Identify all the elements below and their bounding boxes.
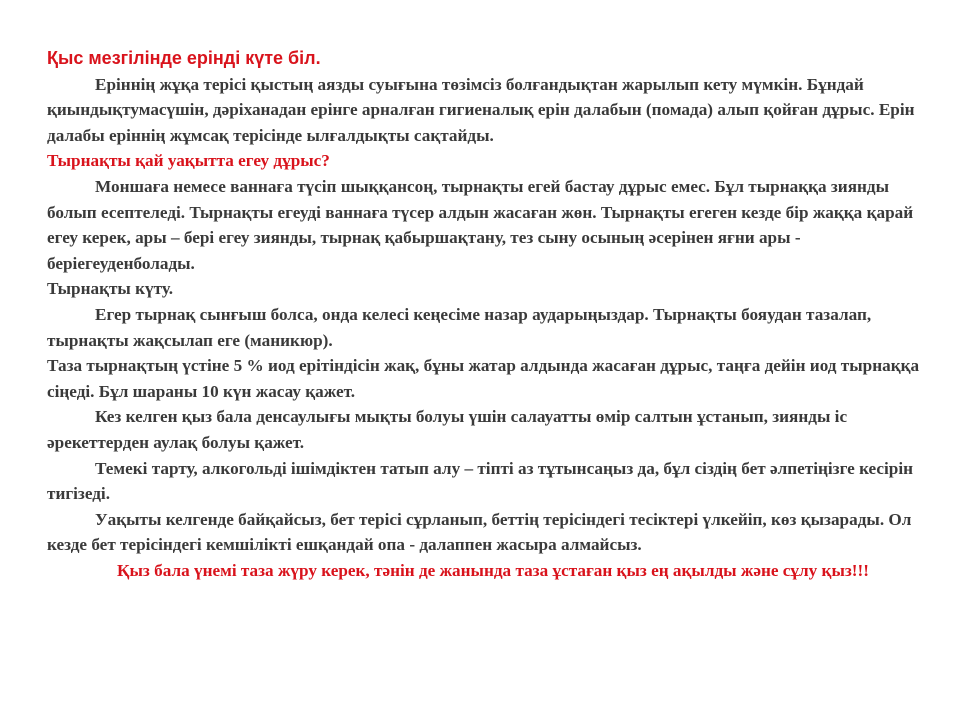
paragraph-healthy-life: Кез келген қыз бала денсаулығы мықты болуы үшін салауатты өмір салтын ұстанып, зиянды іс әрекеттерден аулақ болуы қажет. bbox=[47, 407, 848, 452]
paragraph-nails-bath: Моншаға немесе ваннаға түсіп шыққансоң, тырнақты егей бастау дұрыс емес. Бұл тырнаққа зиянды болып есептеледі. Тырнақты егеуді ваннаға түсер алдын жасаған жөн. Тырнақты егеген кезде бір жаққа қарай егеу керек, ары – бері егеу зиянды, тырнақ қабыршақтану, тез сыну осының әсерінен яғни ары - беріегеуденболады. bbox=[47, 176, 914, 273]
closing-statement: Қыз бала үнемі таза жүру керек, тәнін де жанында таза ұстаған қыз ең ақылды және сұлу қыз!!! bbox=[117, 560, 869, 580]
heading-nails-question: Тырнақты қай уақытта егеу дұрыс? bbox=[47, 151, 330, 171]
slide-content bbox=[47, 46, 939, 583]
paragraph-iodine: Таза тырнақтың үстіне 5 % иод ерітіндісін жақ, бұны жатар алдында жасаған дұрыс, таңға дейін иод тырнаққа сіңеді. Бұл шараны 10 күн жасау қажет. bbox=[47, 356, 920, 401]
heading-nail-care: Тырнақты күту. bbox=[47, 279, 174, 299]
paragraph-skin: Уақыты келгенде байқайсыз, бет терісі сұрланып, беттің терісіндегі тесіктері үлкейіп, көз қызарады. Ол кезде бет терісіндегі кемшілікті ешқандай опа - далаппен жасыра алмайсыз. bbox=[47, 509, 912, 555]
paragraph-smoking: Темекі тарту, алкогольді ішімдіктен татып алу – тіпті аз тұтынсаңыз да, бұл сіздің бет әлпетіңізге кесірін тигізеді. bbox=[47, 458, 914, 504]
paragraph-brittle-nails: Егер тырнақ сынғыш болса, онда келесі кеңесіме назар аударыңыздар. Тырнақты бояудан тазалап, тырнақты жақсылап еге (маникюр). bbox=[47, 304, 872, 350]
paragraph-lips: Еріннің жұқа терісі қыстың аязды суығына төзімсіз болғандықтан жарылып кету мүмкін. Бұндай қиындықтумасүшін, дәріханадан ерінге арналған гигиеналық ерін далабын (помада) алып қойған дұрыс. Ерін далабы еріннің жұмсақ терісінде ылғалдықты сақтайды. bbox=[47, 74, 915, 145]
slide-title: Қыс мезгілінде ерінді күте біл. bbox=[47, 48, 321, 68]
